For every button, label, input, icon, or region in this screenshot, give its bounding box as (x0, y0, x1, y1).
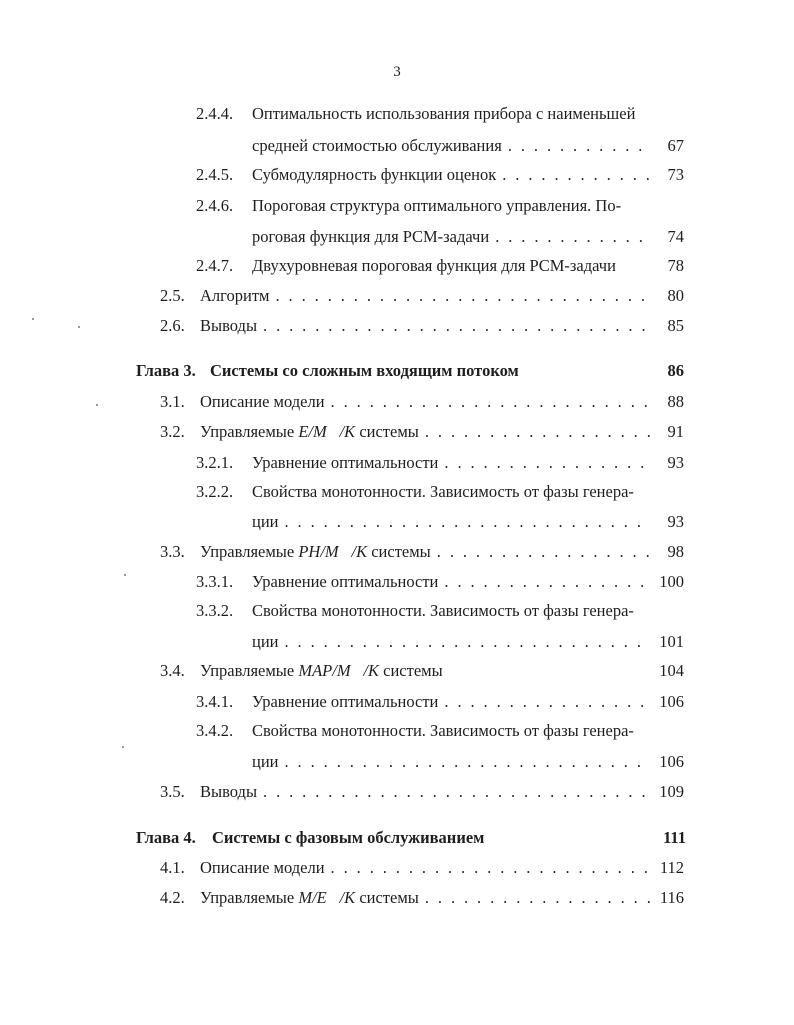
leader-dots (508, 136, 650, 156)
toc-entry-3-4-2-line2 (252, 752, 684, 772)
math-notation: E/M⃗/K (298, 422, 356, 441)
entry-title-continued: средней стоимостью обслуживания (252, 136, 502, 155)
leader-dots (444, 572, 650, 592)
scan-speck (32, 318, 34, 320)
leader-dots (444, 453, 650, 473)
entry-title: Уравнение оптимальности (252, 572, 439, 591)
entry-number: 2.6. (160, 316, 185, 335)
chapter-title: Системы со сложным входящим потоком (210, 361, 519, 380)
leader-dots (425, 888, 650, 908)
toc-entry-2-5 (160, 286, 684, 306)
entry-number: 3.3.1. (196, 572, 234, 591)
entry-page: 74 (667, 227, 684, 246)
toc-entry-3-4-2-line1 (196, 721, 682, 741)
entry-title: Свойства монотонности. Зависимость от фазы генера- (252, 601, 634, 620)
entry-title-continued: ции (252, 752, 279, 771)
toc-entry-2-4-5 (196, 165, 684, 185)
toc-entry-2-4-7 (196, 256, 684, 276)
entry-page: 93 (667, 512, 684, 531)
entry-page: 106 (659, 752, 684, 771)
toc-entry-2-4-6-line2 (252, 227, 684, 247)
entry-number: 4.1. (160, 858, 185, 877)
entry-title: Свойства монотонности. Зависимость от фазы генера- (252, 721, 634, 740)
chapter-title: Системы с фазовым обслуживанием (212, 828, 485, 847)
leader-dots (285, 752, 651, 772)
leader-dots (444, 692, 650, 712)
entry-page: 106 (659, 692, 684, 711)
entry-number: 3.2.1. (196, 453, 234, 472)
leader-dots (425, 422, 650, 442)
entry-number: 3.3.2. (196, 601, 234, 620)
entry-number: 3.2. (160, 422, 185, 441)
toc-entry-3-2-2-line2 (252, 512, 684, 532)
leader-dots (263, 782, 650, 802)
entry-number: 2.4.7. (196, 256, 234, 275)
entry-number: 3.4. (160, 661, 185, 680)
entry-title: Управляемые MAP/M⃗/K системы (200, 661, 443, 680)
entry-page: 109 (659, 782, 684, 801)
entry-title: Двухуровневая пороговая функция для PCM-задачи (252, 256, 616, 275)
entry-number: 3.1. (160, 392, 185, 411)
entry-title: Свойства монотонности. Зависимость от фазы генера- (252, 482, 634, 501)
entry-title: Управляемые E/M⃗/K системы (200, 422, 419, 441)
entry-number: 2.4.5. (196, 165, 234, 184)
toc-chapter-3 (136, 361, 684, 381)
leader-dots (502, 165, 650, 185)
chapter-number: Глава 4. (136, 828, 196, 847)
toc-entry-3-3-2-line2 (252, 632, 684, 652)
entry-number: 3.3. (160, 542, 185, 561)
entry-title: Уравнение оптимальности (252, 453, 439, 472)
toc-entry-3-4-1 (196, 692, 684, 712)
entry-page: 91 (667, 422, 684, 441)
toc-entry-3-3 (160, 542, 684, 562)
entry-page: 100 (659, 572, 684, 591)
leader-dots (285, 632, 651, 652)
toc-entry-3-1 (160, 392, 684, 412)
leader-dots (276, 286, 651, 306)
toc-entry-3-3-1 (196, 572, 684, 592)
toc-entry-2-4-4-line2 (252, 136, 684, 156)
entry-page: 80 (667, 286, 684, 305)
scan-speck (124, 574, 126, 576)
toc-entry-4-1 (160, 858, 684, 878)
page-number: 3 (393, 64, 401, 80)
leader-dots (263, 316, 650, 336)
scan-speck (96, 404, 98, 406)
entry-title: Выводы (200, 316, 258, 335)
entry-number: 3.4.1. (196, 692, 234, 711)
toc-entry-3-4 (160, 661, 684, 681)
entry-title-continued: ции (252, 512, 279, 531)
entry-page: 78 (667, 256, 684, 275)
toc-entry-4-2 (160, 888, 684, 908)
entry-page: 73 (667, 165, 684, 184)
entry-title: Описание модели (200, 858, 325, 877)
entry-title: Алгоритм (200, 286, 270, 305)
leader-dots (285, 512, 651, 532)
entry-title: Уравнение оптимальности (252, 692, 439, 711)
entry-number: 3.2.2. (196, 482, 234, 501)
chapter-number: Глава 3. (136, 361, 196, 380)
entry-page: 98 (667, 542, 684, 561)
entry-title: Управляемые M/E⃗/K системы (200, 888, 419, 907)
scan-speck (78, 326, 80, 328)
entry-number: 3.4.2. (196, 721, 234, 740)
entry-page: 85 (667, 316, 684, 335)
entry-number: 3.5. (160, 782, 185, 801)
entry-page: 67 (667, 136, 684, 155)
entry-number: 2.4.4. (196, 104, 234, 123)
chapter-page: 111 (663, 828, 686, 847)
entry-number: 4.2. (160, 888, 185, 907)
entry-title: Управляемые PH/M⃗/K системы (200, 542, 431, 561)
toc-entry-3-5 (160, 782, 684, 802)
math-notation: PH/M⃗/K (298, 542, 368, 561)
toc-entry-2-6 (160, 316, 684, 336)
entry-page: 116 (659, 888, 684, 907)
entry-page: 112 (659, 858, 684, 877)
entry-title: Выводы (200, 782, 258, 801)
entry-title-continued: ции (252, 632, 279, 651)
toc-entry-2-4-6-line1 (196, 196, 682, 216)
leader-dots (437, 542, 650, 562)
chapter-page: 86 (667, 361, 684, 380)
entry-title: Описание модели (200, 392, 325, 411)
entry-number: 2.5. (160, 286, 185, 305)
entry-title-continued: роговая функция для PCM-задачи (252, 227, 490, 246)
entry-page: 88 (667, 392, 684, 411)
scan-speck (122, 746, 124, 748)
leader-dots (495, 227, 650, 247)
toc-entry-3-2-1 (196, 453, 684, 473)
entry-page: 101 (659, 632, 684, 651)
toc-entry-3-2-2-line1 (196, 482, 682, 502)
entry-page: 93 (667, 453, 684, 472)
toc-entry-3-2 (160, 422, 684, 442)
toc-chapter-4 (136, 828, 686, 848)
toc-entry-2-4-4-line1 (196, 104, 682, 124)
math-notation: M/E⃗/K (298, 888, 356, 907)
leader-dots (331, 858, 650, 878)
entry-title: Оптимальность использования прибора с наименьшей (252, 104, 636, 123)
entry-number: 2.4.6. (196, 196, 234, 215)
toc-entry-3-3-2-line1 (196, 601, 682, 621)
entry-page: 104 (659, 661, 684, 680)
entry-title: Пороговая структура оптимального управления. По- (252, 196, 622, 215)
leader-dots (331, 392, 650, 412)
entry-title: Субмодулярность функции оценок (252, 165, 497, 184)
math-notation: MAP/M⃗/K (298, 661, 379, 680)
